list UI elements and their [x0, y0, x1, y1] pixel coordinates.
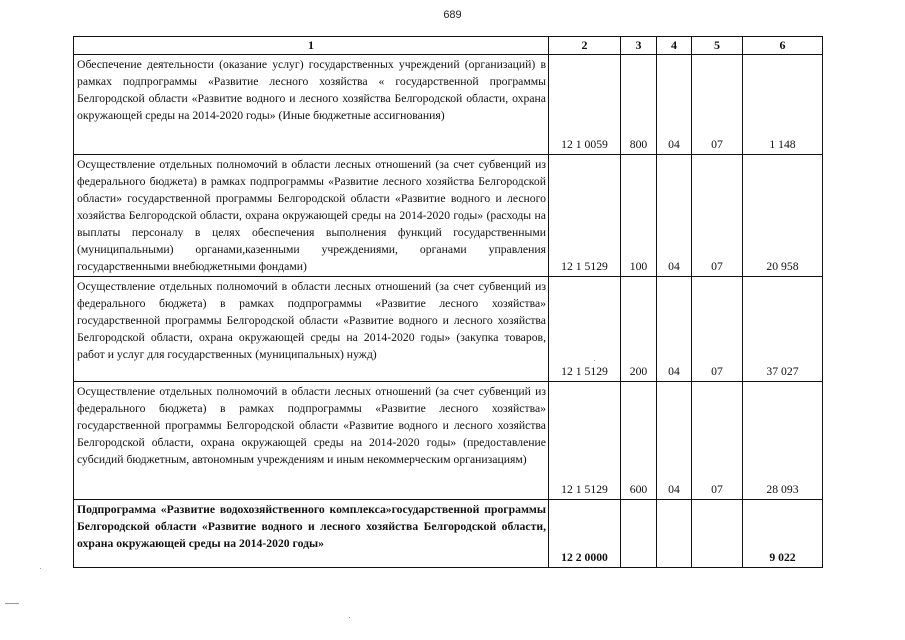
- table-row: [74, 277, 823, 382]
- row-amount: 1 148: [743, 55, 823, 155]
- row-expense-type: 800: [621, 55, 657, 155]
- scan-mark: [349, 617, 350, 618]
- row-amount: 20 958: [743, 155, 823, 277]
- row-section: 04: [657, 277, 692, 382]
- row-section: 04: [657, 55, 692, 155]
- row-subsection: 07: [692, 277, 743, 382]
- table-row: [74, 382, 823, 500]
- column-header-1: 1: [74, 37, 549, 55]
- row-target-code: 12 1 0059: [549, 55, 621, 155]
- row-section: 04: [657, 155, 692, 277]
- column-header-3: 3: [621, 37, 657, 55]
- row-target-code: 12 2 0000: [549, 500, 621, 568]
- row-amount: 28 093: [743, 382, 823, 500]
- row-subsection: 07: [692, 55, 743, 155]
- column-header-5: 5: [692, 37, 743, 55]
- row-description: Осуществление отдельных полномочий в области лесных отношений (за счет субвенций из федерального бюджета) в рамках подпрограммы «Развитие лесного хозяйства» государственной программы Белгородской области «Развитие водного и лесного хозяйства Белгородской области, охрана окружающей среды на 2014-2020 годы» (закупка товаров, работ и услуг для государственных (муниципальных) нужд): [74, 277, 549, 382]
- row-amount: 9 022: [743, 500, 823, 568]
- column-header-4: 4: [657, 37, 692, 55]
- budget-table: [73, 36, 823, 568]
- row-description: Обеспечение деятельности (оказание услуг) государственных учреждений (организаций) в рамках подпрограммы «Развитие лесного хозяйства « государственной программы Белгородской области «Развитие водного и лесного хозяйства Белгородской области, охрана окружающей среды на 2014-2020 годы» (Иные бюджетные ассигнования): [74, 55, 549, 155]
- row-target-code: 12 1 5129: [549, 382, 621, 500]
- scan-mark: [5, 603, 19, 604]
- table-row-subprogram: [74, 500, 823, 568]
- page-number: 689: [443, 9, 462, 21]
- row-expense-type: 600: [621, 382, 657, 500]
- table-row: [74, 55, 823, 155]
- header-row: [74, 37, 823, 55]
- row-subsection: 07: [692, 382, 743, 500]
- row-subsection: 07: [692, 155, 743, 277]
- row-expense-type: 200: [621, 277, 657, 382]
- row-amount: 37 027: [743, 277, 823, 382]
- row-section: 04: [657, 382, 692, 500]
- row-section: [657, 500, 692, 568]
- row-expense-type: [621, 500, 657, 568]
- row-target-code: 12 1 5129: [549, 277, 621, 382]
- row-target-code: 12 1 5129: [549, 155, 621, 277]
- scan-mark: [40, 568, 41, 569]
- table-row: [74, 155, 823, 277]
- row-description: Осуществление отдельных полномочий в области лесных отношений (за счет субвенций из федерального бюджета) в рамках подпрограммы «Развитие лесного хозяйства» государственной программы Белгородской области «Развитие водного и лесного хозяйства Белгородской области, охрана окружающей среды на 2014-2020 годы» (предоставление субсидий бюджетным, автономным учреждениям и иным некоммерческим организациям): [74, 382, 549, 500]
- row-description: Осуществление отдельных полномочий в области лесных отношений (за счет субвенций из федерального бюджета) в рамках подпрограммы «Развитие лесного хозяйства Белгородской области» государственной программы Белгородской области «Развитие водного и лесного хозяйства Белгородской области, охрана окружающей среды на 2014-2020 годы» (расходы на выплаты персоналу в целях обеспечения выполнения функций государственными (муниципальными) органами,казенными учреждениями, органами управления государственными внебюджетными фондами): [74, 155, 549, 277]
- scan-mark: [594, 360, 595, 361]
- column-header-2: 2: [549, 37, 621, 55]
- column-header-6: 6: [743, 37, 823, 55]
- row-subsection: [692, 500, 743, 568]
- row-expense-type: 100: [621, 155, 657, 277]
- row-description: Подпрограмма «Развитие водохозяйственного комплекса»государственной программы Белгородской области «Развитие водного и лесного хозяйства Белгородской области, охрана окружающей среды на 2014-2020 годы»: [74, 500, 549, 568]
